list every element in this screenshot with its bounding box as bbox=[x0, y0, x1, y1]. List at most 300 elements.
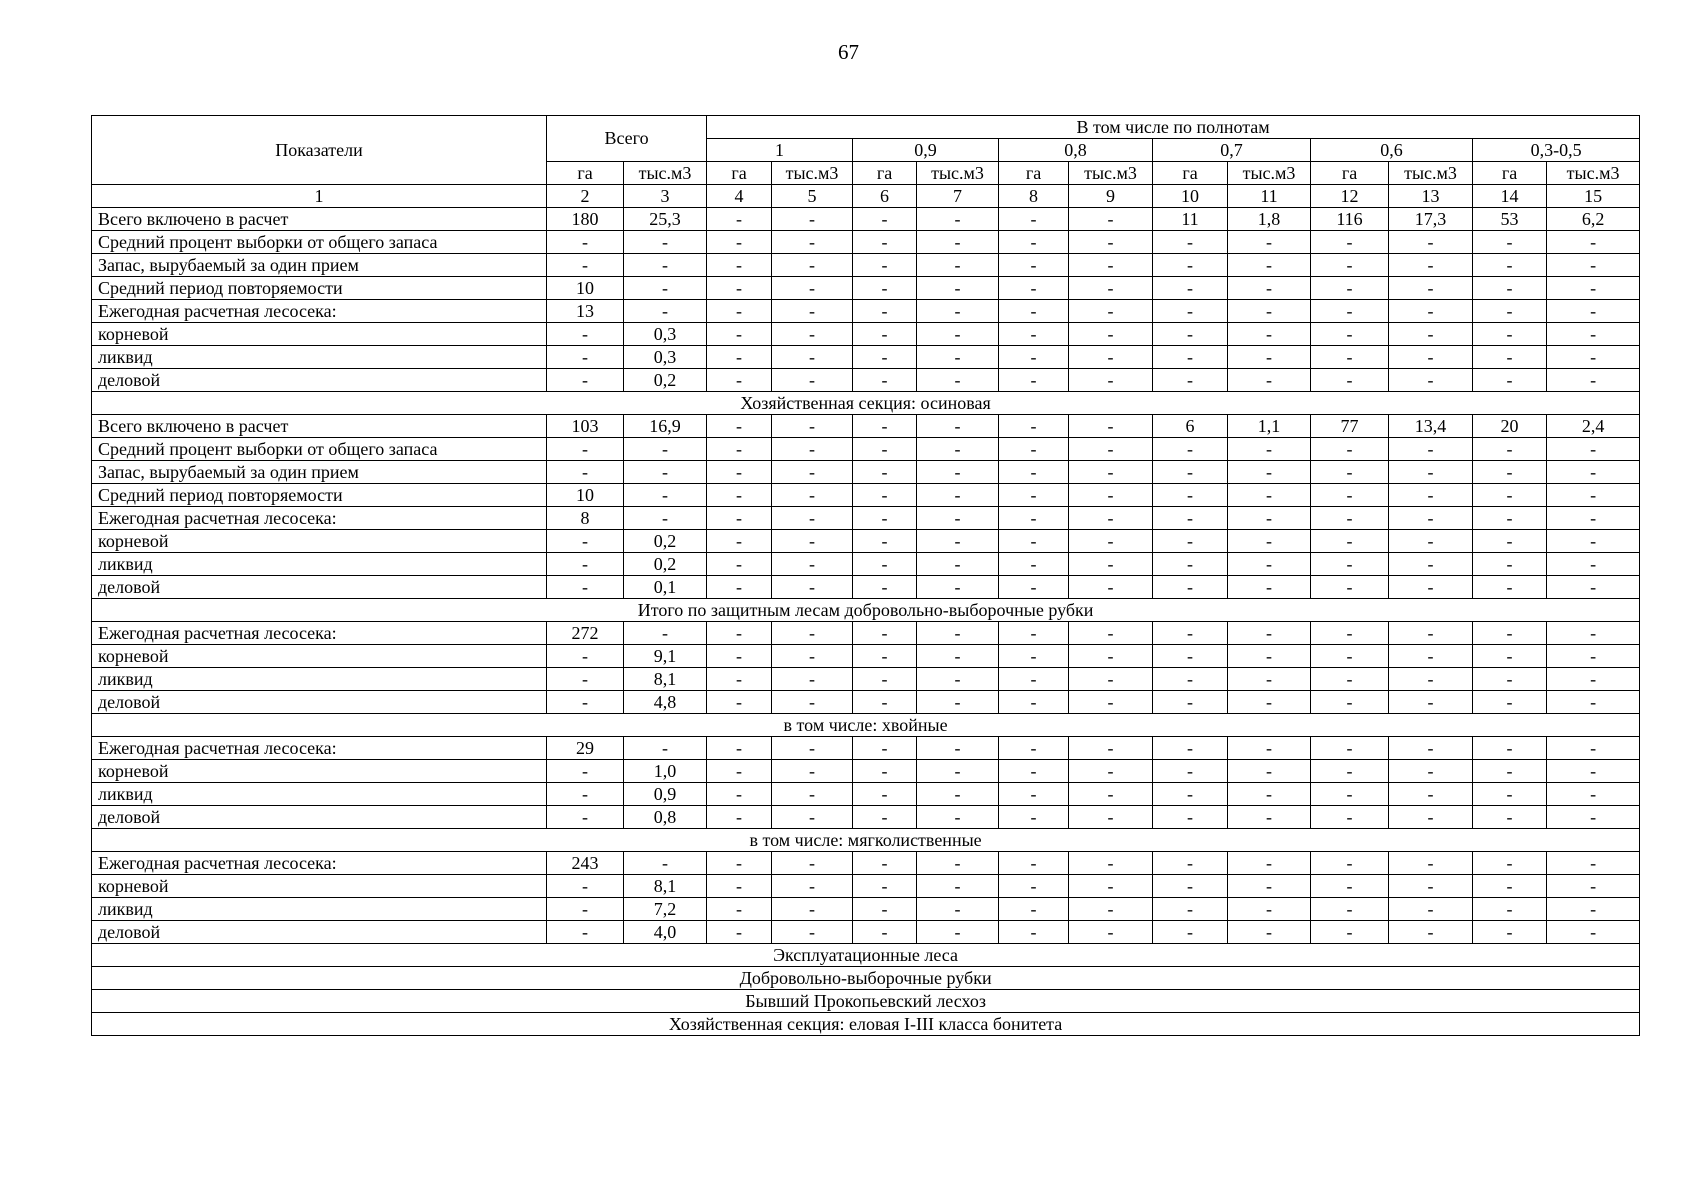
table-cell: - bbox=[1228, 369, 1311, 392]
table-cell: - bbox=[547, 346, 624, 369]
table-cell: 10 bbox=[547, 484, 624, 507]
table-cell: 243 bbox=[547, 852, 624, 875]
row-label: корневой bbox=[92, 760, 547, 783]
table-cell: - bbox=[1547, 346, 1640, 369]
table-cell: 0,8 bbox=[624, 806, 707, 829]
table-cell: - bbox=[1389, 231, 1473, 254]
column-number: 12 bbox=[1311, 185, 1389, 208]
table-cell: - bbox=[1389, 507, 1473, 530]
table-cell: - bbox=[999, 208, 1069, 231]
table-cell: - bbox=[1153, 783, 1228, 806]
table-cell: - bbox=[1311, 898, 1389, 921]
table-cell: - bbox=[853, 507, 917, 530]
table-cell: - bbox=[1228, 507, 1311, 530]
table-cell: 53 bbox=[1473, 208, 1547, 231]
table-cell: - bbox=[1153, 553, 1228, 576]
table-cell: 8,1 bbox=[624, 668, 707, 691]
table-cell: - bbox=[1311, 760, 1389, 783]
table-cell: - bbox=[853, 415, 917, 438]
table-cell: - bbox=[1473, 484, 1547, 507]
table-cell: 0,2 bbox=[624, 369, 707, 392]
table-cell: - bbox=[999, 645, 1069, 668]
table-cell: - bbox=[1389, 668, 1473, 691]
table-cell: - bbox=[999, 484, 1069, 507]
table-cell: - bbox=[1153, 369, 1228, 392]
table-cell: - bbox=[547, 553, 624, 576]
table-cell: - bbox=[1228, 645, 1311, 668]
table-cell: - bbox=[772, 208, 853, 231]
column-number: 2 bbox=[547, 185, 624, 208]
table-cell: - bbox=[547, 783, 624, 806]
table-cell: - bbox=[1069, 208, 1153, 231]
table-row bbox=[92, 668, 1640, 691]
section-row bbox=[92, 714, 1640, 737]
table-cell: - bbox=[1153, 461, 1228, 484]
table-cell: - bbox=[1389, 691, 1473, 714]
table-cell: - bbox=[1389, 737, 1473, 760]
table-cell: - bbox=[772, 231, 853, 254]
table-cell: - bbox=[1473, 323, 1547, 346]
table-cell: - bbox=[1547, 921, 1640, 944]
table-cell: - bbox=[772, 737, 853, 760]
table-cell: - bbox=[707, 645, 772, 668]
table-cell: - bbox=[1389, 461, 1473, 484]
table-cell: - bbox=[1069, 576, 1153, 599]
row-label: ликвид bbox=[92, 553, 547, 576]
table-cell: - bbox=[853, 852, 917, 875]
table-cell: - bbox=[1389, 921, 1473, 944]
table-cell: - bbox=[1547, 254, 1640, 277]
table-cell: - bbox=[1069, 277, 1153, 300]
table-row bbox=[92, 783, 1640, 806]
table-cell: - bbox=[1473, 300, 1547, 323]
table-cell: - bbox=[917, 645, 999, 668]
table-cell: - bbox=[772, 622, 853, 645]
table-row bbox=[92, 231, 1640, 254]
table-cell: - bbox=[917, 576, 999, 599]
table-cell: - bbox=[999, 760, 1069, 783]
table-cell: - bbox=[1311, 254, 1389, 277]
header-row-1 bbox=[92, 116, 1640, 139]
table-cell: - bbox=[707, 254, 772, 277]
table-cell: - bbox=[1547, 691, 1640, 714]
table-cell: - bbox=[917, 438, 999, 461]
section-title: Хозяйственная секция: осиновая bbox=[92, 392, 1640, 415]
table-cell: - bbox=[772, 760, 853, 783]
table-cell: - bbox=[707, 461, 772, 484]
row-label: Всего включено в расчет bbox=[92, 208, 547, 231]
table-cell: - bbox=[1547, 898, 1640, 921]
table-cell: - bbox=[707, 231, 772, 254]
table-cell: - bbox=[1228, 530, 1311, 553]
header-unit-ha: га bbox=[853, 162, 917, 185]
table-cell: 0,3 bbox=[624, 323, 707, 346]
table-cell: - bbox=[1153, 530, 1228, 553]
table-cell: - bbox=[1473, 346, 1547, 369]
section-row bbox=[92, 392, 1640, 415]
table-cell: - bbox=[772, 898, 853, 921]
table-cell: - bbox=[772, 645, 853, 668]
table-cell: - bbox=[1228, 852, 1311, 875]
table-cell: - bbox=[772, 254, 853, 277]
table-cell: 7,2 bbox=[624, 898, 707, 921]
table-cell: - bbox=[1153, 300, 1228, 323]
table-cell: - bbox=[1153, 323, 1228, 346]
table-cell: - bbox=[1389, 760, 1473, 783]
table-cell: - bbox=[1228, 254, 1311, 277]
table-cell: - bbox=[999, 668, 1069, 691]
table-cell: - bbox=[1311, 806, 1389, 829]
table-cell: - bbox=[547, 254, 624, 277]
table-cell: - bbox=[1473, 530, 1547, 553]
table-cell: - bbox=[1311, 484, 1389, 507]
table-cell: - bbox=[999, 438, 1069, 461]
row-label: Запас, вырубаемый за один прием bbox=[92, 461, 547, 484]
table-cell: - bbox=[1228, 737, 1311, 760]
table-cell: - bbox=[999, 852, 1069, 875]
header-total: Всего bbox=[547, 116, 707, 162]
table-cell: - bbox=[1153, 484, 1228, 507]
table-cell: - bbox=[1228, 323, 1311, 346]
table-cell: - bbox=[1311, 300, 1389, 323]
table-cell: - bbox=[707, 300, 772, 323]
column-number: 5 bbox=[772, 185, 853, 208]
header-unit-m3: тыс.м3 bbox=[917, 162, 999, 185]
table-cell: 0,1 bbox=[624, 576, 707, 599]
table-cell: - bbox=[1069, 461, 1153, 484]
table-cell: - bbox=[1228, 622, 1311, 645]
table-cell: 4,0 bbox=[624, 921, 707, 944]
row-label: деловой bbox=[92, 691, 547, 714]
table-row bbox=[92, 898, 1640, 921]
table-cell: - bbox=[1069, 231, 1153, 254]
table-cell: - bbox=[1473, 806, 1547, 829]
table-cell: - bbox=[624, 300, 707, 323]
table-cell: - bbox=[917, 898, 999, 921]
table-cell: - bbox=[772, 484, 853, 507]
table-row bbox=[92, 369, 1640, 392]
table-cell: - bbox=[1069, 760, 1153, 783]
table-cell: - bbox=[1547, 783, 1640, 806]
table-cell: - bbox=[999, 898, 1069, 921]
table-cell: 0,3 bbox=[624, 346, 707, 369]
header-unit-m3: тыс.м3 bbox=[1389, 162, 1473, 185]
table-cell: - bbox=[707, 622, 772, 645]
table-cell: - bbox=[707, 530, 772, 553]
table-cell: - bbox=[853, 783, 917, 806]
table-cell: - bbox=[853, 254, 917, 277]
table-cell: - bbox=[1547, 645, 1640, 668]
table-cell: - bbox=[1153, 507, 1228, 530]
table-cell: - bbox=[1473, 622, 1547, 645]
table-cell: - bbox=[707, 507, 772, 530]
table-cell: - bbox=[917, 461, 999, 484]
row-label: Средний процент выборки от общего запаса bbox=[92, 231, 547, 254]
column-number: 4 bbox=[707, 185, 772, 208]
table-cell: - bbox=[547, 231, 624, 254]
table-cell: - bbox=[917, 323, 999, 346]
table-cell: 16,9 bbox=[624, 415, 707, 438]
table-cell: - bbox=[707, 277, 772, 300]
table-cell: - bbox=[853, 875, 917, 898]
table-cell: - bbox=[999, 783, 1069, 806]
table-cell: - bbox=[1153, 277, 1228, 300]
column-number: 3 bbox=[624, 185, 707, 208]
table-row bbox=[92, 323, 1640, 346]
table-row bbox=[92, 737, 1640, 760]
table-cell: - bbox=[1069, 323, 1153, 346]
table-cell: - bbox=[707, 484, 772, 507]
row-label: деловой bbox=[92, 921, 547, 944]
table-cell: - bbox=[999, 875, 1069, 898]
table-cell: - bbox=[1311, 346, 1389, 369]
table-cell: - bbox=[917, 277, 999, 300]
table-cell: - bbox=[707, 553, 772, 576]
table-cell: - bbox=[1473, 921, 1547, 944]
table-cell: - bbox=[1311, 645, 1389, 668]
table-cell: 10 bbox=[547, 277, 624, 300]
table-cell: - bbox=[1547, 323, 1640, 346]
table-cell: - bbox=[707, 852, 772, 875]
table-cell: - bbox=[1389, 875, 1473, 898]
table-cell: 8,1 bbox=[624, 875, 707, 898]
section-row bbox=[92, 1013, 1640, 1036]
table-cell: - bbox=[999, 254, 1069, 277]
table-cell: - bbox=[1311, 783, 1389, 806]
table-cell: - bbox=[707, 760, 772, 783]
table-cell: - bbox=[1228, 668, 1311, 691]
table-cell: - bbox=[1389, 438, 1473, 461]
table-cell: - bbox=[1547, 438, 1640, 461]
table-cell: - bbox=[1547, 737, 1640, 760]
table-cell: 2,4 bbox=[1547, 415, 1640, 438]
table-cell: - bbox=[917, 806, 999, 829]
table-row bbox=[92, 691, 1640, 714]
table-cell: - bbox=[917, 691, 999, 714]
table-cell: - bbox=[1228, 231, 1311, 254]
table-cell: - bbox=[1547, 553, 1640, 576]
table-cell: - bbox=[1069, 415, 1153, 438]
table-cell: - bbox=[1228, 553, 1311, 576]
table-cell: - bbox=[1228, 438, 1311, 461]
table-cell: - bbox=[1389, 254, 1473, 277]
table-cell: 272 bbox=[547, 622, 624, 645]
table-cell: - bbox=[1069, 553, 1153, 576]
table-cell: - bbox=[772, 576, 853, 599]
table-cell: - bbox=[1389, 300, 1473, 323]
row-label: Средний процент выборки от общего запаса bbox=[92, 438, 547, 461]
table-cell: - bbox=[853, 898, 917, 921]
table-cell: - bbox=[853, 208, 917, 231]
table-row bbox=[92, 852, 1640, 875]
row-label: Запас, вырубаемый за один прием bbox=[92, 254, 547, 277]
table-cell: - bbox=[1069, 484, 1153, 507]
table-cell: - bbox=[1311, 323, 1389, 346]
table-cell: - bbox=[547, 645, 624, 668]
header-unit-ha: га bbox=[547, 162, 624, 185]
table-cell: 180 bbox=[547, 208, 624, 231]
table-cell: - bbox=[707, 576, 772, 599]
column-number: 11 bbox=[1228, 185, 1311, 208]
table-cell: - bbox=[547, 898, 624, 921]
table-cell: 17,3 bbox=[1389, 208, 1473, 231]
table-cell: - bbox=[772, 461, 853, 484]
table-cell: - bbox=[707, 369, 772, 392]
table-cell: - bbox=[547, 369, 624, 392]
table-cell: - bbox=[624, 737, 707, 760]
column-number: 9 bbox=[1069, 185, 1153, 208]
row-label: деловой bbox=[92, 369, 547, 392]
table-cell: - bbox=[1473, 254, 1547, 277]
table-cell: - bbox=[1473, 875, 1547, 898]
table-cell: - bbox=[707, 438, 772, 461]
table-cell: - bbox=[1228, 921, 1311, 944]
table-cell: - bbox=[707, 323, 772, 346]
table-row bbox=[92, 438, 1640, 461]
table-cell: - bbox=[999, 300, 1069, 323]
table-cell: - bbox=[1153, 576, 1228, 599]
table-cell: - bbox=[772, 875, 853, 898]
table-row bbox=[92, 806, 1640, 829]
table-cell: - bbox=[1069, 898, 1153, 921]
table-body bbox=[92, 208, 1640, 1036]
column-number: 15 bbox=[1547, 185, 1640, 208]
table-cell: - bbox=[1473, 783, 1547, 806]
table-cell: - bbox=[1311, 277, 1389, 300]
table-cell: - bbox=[547, 691, 624, 714]
table-cell: - bbox=[917, 622, 999, 645]
table-cell: 1,1 bbox=[1228, 415, 1311, 438]
row-label: Ежегодная расчетная лесосека: bbox=[92, 737, 547, 760]
header-unit-m3: тыс.м3 bbox=[1069, 162, 1153, 185]
header-unit-ha: га bbox=[1311, 162, 1389, 185]
table-cell: - bbox=[853, 300, 917, 323]
table-cell: - bbox=[999, 369, 1069, 392]
table-cell: - bbox=[624, 484, 707, 507]
header-density: 0,3-0,5 bbox=[1473, 139, 1640, 162]
table-cell: 20 bbox=[1473, 415, 1547, 438]
table-cell: - bbox=[1473, 576, 1547, 599]
row-label: Ежегодная расчетная лесосека: bbox=[92, 622, 547, 645]
table-cell: - bbox=[917, 208, 999, 231]
table-cell: 6,2 bbox=[1547, 208, 1640, 231]
table-cell: - bbox=[624, 461, 707, 484]
table-cell: 13,4 bbox=[1389, 415, 1473, 438]
header-density: 0,9 bbox=[853, 139, 999, 162]
row-label: деловой bbox=[92, 806, 547, 829]
table-cell: - bbox=[1228, 461, 1311, 484]
table-cell: - bbox=[707, 691, 772, 714]
table-cell: - bbox=[853, 530, 917, 553]
page-number: 67 bbox=[838, 40, 859, 64]
table-cell: - bbox=[999, 921, 1069, 944]
table-cell: - bbox=[1311, 622, 1389, 645]
table-cell: - bbox=[1228, 691, 1311, 714]
table-cell: - bbox=[1473, 461, 1547, 484]
table-cell: - bbox=[853, 323, 917, 346]
section-title: Бывший Прокопьевский лесхоз bbox=[92, 990, 1640, 1013]
table-cell: - bbox=[999, 691, 1069, 714]
table-row bbox=[92, 277, 1640, 300]
table-cell: - bbox=[1069, 691, 1153, 714]
table-cell: 1,8 bbox=[1228, 208, 1311, 231]
table-cell: - bbox=[1069, 369, 1153, 392]
table-cell: - bbox=[1153, 668, 1228, 691]
table-row bbox=[92, 415, 1640, 438]
table-cell: - bbox=[1473, 668, 1547, 691]
table-cell: - bbox=[624, 277, 707, 300]
row-label: Ежегодная расчетная лесосека: bbox=[92, 507, 547, 530]
table-cell: - bbox=[772, 530, 853, 553]
table-cell: - bbox=[1473, 507, 1547, 530]
table-cell: - bbox=[1069, 438, 1153, 461]
table-cell: - bbox=[1473, 553, 1547, 576]
table-cell: - bbox=[1473, 898, 1547, 921]
table-cell: - bbox=[547, 461, 624, 484]
table-cell: - bbox=[1069, 737, 1153, 760]
table-cell: - bbox=[853, 277, 917, 300]
table-cell: - bbox=[1389, 553, 1473, 576]
table-cell: - bbox=[1473, 691, 1547, 714]
table-cell: - bbox=[1153, 438, 1228, 461]
section-row bbox=[92, 990, 1640, 1013]
table-cell: - bbox=[1473, 852, 1547, 875]
table-cell: - bbox=[1547, 277, 1640, 300]
table-cell: - bbox=[1389, 806, 1473, 829]
table-cell: - bbox=[1389, 369, 1473, 392]
table-cell: - bbox=[917, 553, 999, 576]
table-cell: - bbox=[999, 530, 1069, 553]
table-cell: - bbox=[1389, 323, 1473, 346]
table-cell: - bbox=[1473, 737, 1547, 760]
table-cell: - bbox=[1069, 875, 1153, 898]
column-number: 6 bbox=[853, 185, 917, 208]
table-cell: 1,0 bbox=[624, 760, 707, 783]
table-cell: - bbox=[853, 806, 917, 829]
table-cell: - bbox=[624, 507, 707, 530]
table-cell: - bbox=[707, 898, 772, 921]
row-label: корневой bbox=[92, 530, 547, 553]
header-row-column-numbers bbox=[92, 185, 1640, 208]
table-cell: - bbox=[772, 323, 853, 346]
table-cell: 8 bbox=[547, 507, 624, 530]
table-cell: - bbox=[1228, 806, 1311, 829]
table-cell: - bbox=[707, 737, 772, 760]
table-cell: - bbox=[1389, 346, 1473, 369]
table-cell: - bbox=[853, 346, 917, 369]
table-cell: - bbox=[1228, 484, 1311, 507]
table-cell: - bbox=[999, 806, 1069, 829]
table-row bbox=[92, 622, 1640, 645]
table-row bbox=[92, 300, 1640, 323]
section-row bbox=[92, 599, 1640, 622]
column-number: 10 bbox=[1153, 185, 1228, 208]
table-cell: - bbox=[1547, 231, 1640, 254]
section-row bbox=[92, 829, 1640, 852]
table-cell: - bbox=[707, 783, 772, 806]
table-cell: - bbox=[1228, 783, 1311, 806]
table-cell: - bbox=[1389, 898, 1473, 921]
table-cell: - bbox=[1153, 737, 1228, 760]
table-cell: - bbox=[999, 576, 1069, 599]
row-label: корневой bbox=[92, 875, 547, 898]
table-cell: - bbox=[1228, 277, 1311, 300]
table-cell: - bbox=[547, 438, 624, 461]
section-title: Добровольно-выборочные рубки bbox=[92, 967, 1640, 990]
table-cell: - bbox=[547, 875, 624, 898]
table-cell: - bbox=[853, 645, 917, 668]
table-cell: - bbox=[772, 300, 853, 323]
